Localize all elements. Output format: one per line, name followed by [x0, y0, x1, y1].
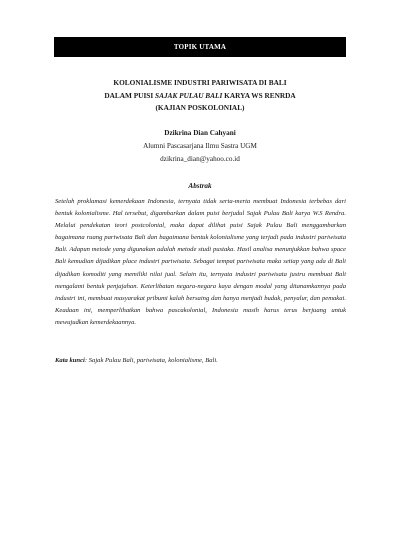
abstract-body: [55, 196, 346, 329]
keywords-text: : Sajak Pulau Bali, pariwisata, kolonialisme, Bali.: [84, 357, 218, 364]
keywords-label: Kata kunci: [55, 357, 85, 364]
author-email: dzikrina_dian@yahoo.co.id: [160, 155, 240, 163]
paper-title: [40, 77, 360, 115]
keywords: [55, 355, 346, 367]
title-line-2-italic: SAJAK PULAU BALI: [155, 90, 223, 100]
author-block: [40, 127, 360, 166]
title-line-3: (KAJIAN POSKOLONIAL): [155, 103, 245, 112]
author-name: Dzikrina Dian Cahyani: [164, 129, 236, 137]
abstract-text: Setelah proklamasi kemerdekaan Indonesia, ternyata tidak serta-merta membuat Indonesia terbebas dari bentuk kolonialisme. Hal tersebut, digambarkan dalam puisi berjudul Sajak Pulau Bali karya W.S Rendra. Melalui pendekatan teori postcolonial, maka dapat dilihat puisi Sajak Pulau Bali menggambarkan bagaimana ruang pariwisata Bali dan bagaimana bentuk kolonialisme yang terjadi pada industri pariwisata Bali. Adapun metode yang digunakan adalah metode studi pustaka. Hasil analisa menunjukkan bahwa space Bali kemudian dijadikan place industri pariwisata. Sebagai tempat pariwisata maka setiap yang ada di Bali dijadikan komoditi yang memiliki nilai jual. Selain itu, ternyata industri pariwisata justru membuat Bali mengalami bentuk penjajahan. Keterlibatan negara-negara kaya dengan modal yang ditanamkannya pada industri ini, membuat masyarakat pribumi kalah bersaing dan hanya menjadi budak, penyalur, dan pemakai. Keadaan ini, memperlihatkan bahwa pascakolonial, Indonesia masih harus terus berjuang untuk mewujudkan kemerdekaannya.: [55, 198, 346, 326]
abstract-heading: Abstrak: [188, 182, 212, 190]
section-banner: [54, 37, 346, 57]
section-banner-label: TOPIK UTAMA: [173, 43, 227, 51]
title-line-2-suffix: KARYA WS RENRDA: [222, 90, 296, 100]
title-line-2-prefix: DALAM PUISI: [104, 90, 156, 100]
author-affiliation: Alumni Pascasarjana Ilmu Sastra UGM: [143, 142, 257, 150]
title-line-2: [40, 90, 360, 103]
title-line-1: KOLONIALISME INDUSTRI PARIWISATA DI BALI: [113, 78, 287, 87]
